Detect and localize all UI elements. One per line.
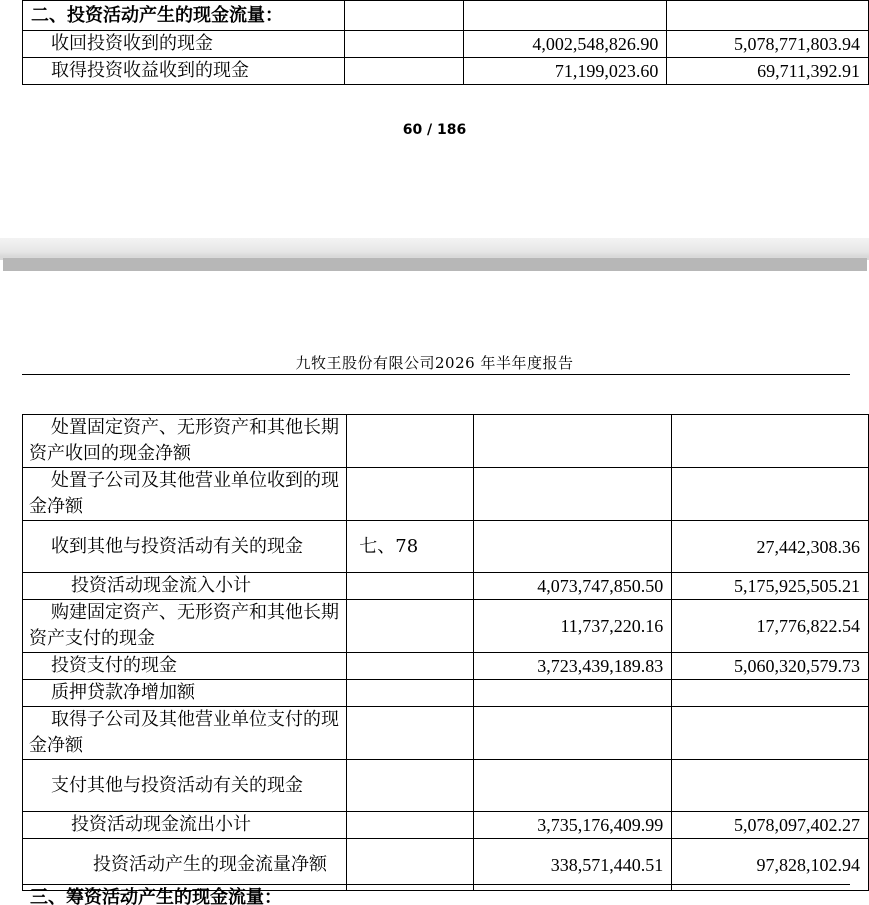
row-prior: 17,776,822.54 — [672, 600, 869, 653]
row-prior — [672, 468, 869, 521]
row-current: 4,002,548,826.90 — [463, 31, 666, 58]
table-row — [23, 1, 869, 31]
row-prior: 69,711,392.91 — [667, 58, 869, 85]
row-label: 取得投资收益收到的现金 — [23, 58, 345, 85]
row-current — [473, 468, 671, 521]
row-label: 投资活动现金流出小计 — [23, 812, 347, 839]
table-row — [23, 653, 869, 680]
row-current: 3,735,176,409.99 — [473, 812, 671, 839]
row-current — [473, 521, 671, 573]
table-row — [23, 31, 869, 58]
row-prior: 27,442,308.36 — [672, 521, 869, 573]
row-label: 处置固定资产、无形资产和其他长期资产收回的现金净额 — [23, 415, 347, 468]
row-label: 投资活动现金流入小计 — [23, 573, 347, 600]
table-row — [23, 573, 869, 600]
table-row — [23, 468, 869, 521]
section-heading: 二、投资活动产生的现金流量： — [23, 1, 345, 31]
row-label: 投资支付的现金 — [23, 653, 347, 680]
row-note — [347, 812, 474, 839]
row-current — [473, 680, 671, 707]
row-prior: 5,175,925,505.21 — [672, 573, 869, 600]
row-current — [473, 760, 671, 812]
row-prior: 5,078,771,803.94 — [667, 31, 869, 58]
row-label: 处置子公司及其他营业单位收到的现金净额 — [23, 468, 347, 521]
row-note — [347, 707, 474, 760]
row-label: 质押贷款净增加额 — [23, 680, 347, 707]
row-prior — [672, 415, 869, 468]
row-current — [473, 707, 671, 760]
table-row — [23, 58, 869, 85]
row-note — [344, 31, 463, 58]
table-row — [23, 680, 869, 707]
row-note — [347, 468, 474, 521]
table-row — [23, 415, 869, 468]
row-prior — [672, 680, 869, 707]
page-separator — [3, 258, 867, 271]
row-note — [344, 58, 463, 85]
row-current: 71,199,023.60 — [463, 58, 666, 85]
cash-flow-table-bottom — [22, 414, 869, 891]
table-row — [23, 707, 869, 760]
page-gap — [0, 238, 869, 260]
row-note — [347, 839, 474, 891]
row-current: 338,571,440.51 — [473, 839, 671, 891]
next-section-heading-partial — [22, 884, 850, 905]
row-label: 投资活动产生的现金流量净额 — [23, 839, 347, 891]
table-row — [23, 521, 869, 573]
row-label: 取得子公司及其他营业单位支付的现金净额 — [23, 707, 347, 760]
row-label: 收到其他与投资活动有关的现金 — [23, 521, 347, 573]
row-prior: 5,060,320,579.73 — [672, 653, 869, 680]
row-note — [347, 573, 474, 600]
row-current — [473, 415, 671, 468]
row-prior: 5,078,097,402.27 — [672, 812, 869, 839]
table-row — [23, 812, 869, 839]
row-current: 4,073,747,850.50 — [473, 573, 671, 600]
row-label: 支付其他与投资活动有关的现金 — [23, 760, 347, 812]
row-current: 3,723,439,189.83 — [473, 653, 671, 680]
row-note — [347, 415, 474, 468]
table-row — [23, 600, 869, 653]
table-row — [23, 760, 869, 812]
header-rule — [22, 374, 850, 375]
row-note — [347, 760, 474, 812]
row-note — [347, 653, 474, 680]
table-row — [23, 839, 869, 891]
row-current: 11,737,220.16 — [473, 600, 671, 653]
row-prior — [672, 707, 869, 760]
row-note — [347, 680, 474, 707]
page-number: 60 / 186 — [402, 122, 467, 138]
row-label: 收回投资收到的现金 — [23, 31, 345, 58]
cash-flow-table-top — [22, 0, 869, 85]
row-label: 购建固定资产、无形资产和其他长期资产支付的现金 — [23, 600, 347, 653]
row-prior: 97,828,102.94 — [672, 839, 869, 891]
next-section-heading: 三、筹资活动产生的现金流量： — [30, 887, 282, 905]
report-header-title: 九牧王股份有限公司2026 年半年度报告 — [295, 354, 574, 372]
row-note — [347, 600, 474, 653]
row-prior — [672, 760, 869, 812]
row-note: 七、78 — [347, 521, 474, 573]
